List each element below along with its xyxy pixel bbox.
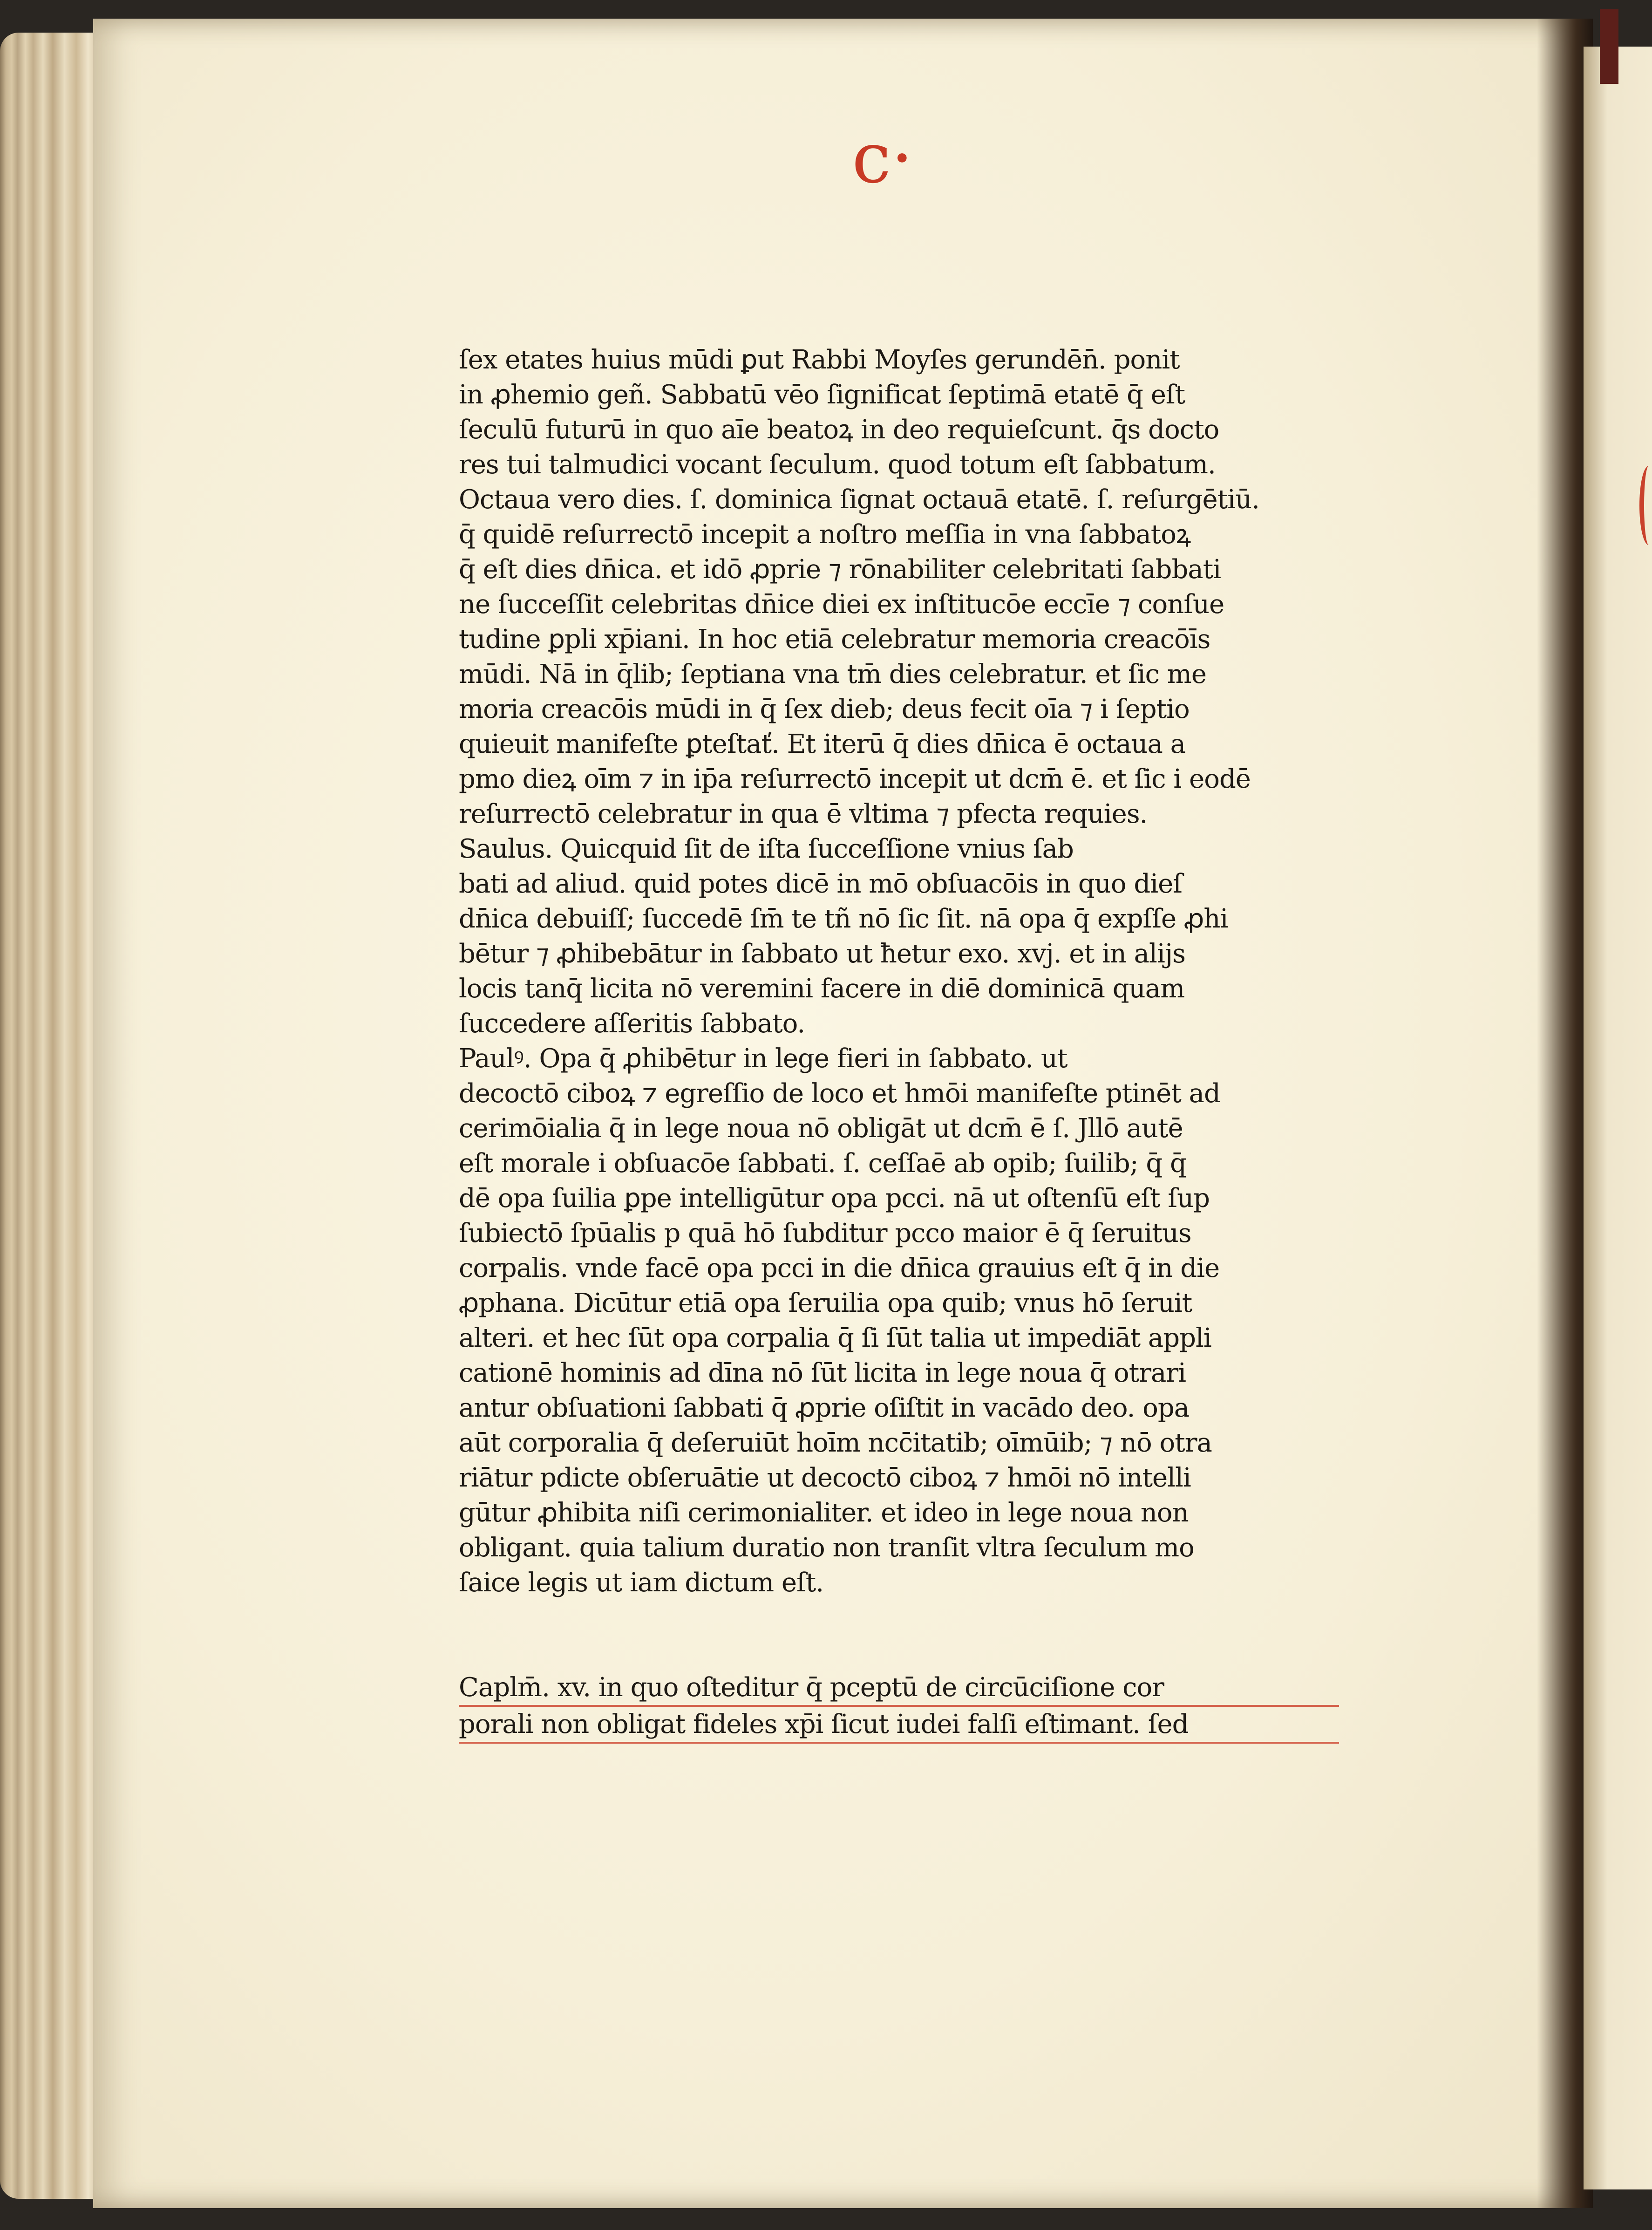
text-line: mūdi. Nā in q̄lib; ſeptiana vna tm̄ dies celebratur. et ſic me [459,659,1207,689]
text-line: locis tanq̄ licita nō veremini facere in diē dominicā quam [459,974,1185,1004]
text-line: dē opa ſuilia ꝑpe intelligūtur opa pcci. nā ut oſtenſū eſt ſup [459,1183,1210,1214]
speaker-line: Saulus. Quicquid ſit de iſta ſucceſſione vnius ſab [459,834,1074,864]
text-line: pmo dieꝝ oīm ⁊ in ip̄a reſurrectō incepit ut dcm̄ ē. et ſic i eodē [459,764,1251,794]
text-line: antur obſuationi ſabbati q̄ ꝓprie oſiſtit in vacādo deo. opa [459,1393,1190,1423]
text-line: quieuit manifeſte ꝑteſtať. Et iterū q̄ dies dn̄ica ē octaua a [459,729,1186,759]
text-line: in ꝓhemio geñ. Sabbatū vēo ſignificat ſeptimā etatē q̄ eſt [459,380,1185,410]
text-line: ꝓphana. Dicūtur etiā opa ſeruilia opa quib; vnus hō ſeruit [459,1288,1192,1318]
text-line: ſex etates huius mūdi ꝑut Rabbi Moyſes gerundēn̄. ponit [459,345,1180,375]
text-line: dn̄ica debuiſſ; ſuccedē ſm̄ te tñ nō ſic ſit. nā opa q̄ expſſe ꝓhi [459,904,1228,934]
recto-page-edge [1584,47,1652,2189]
chapter-heading-line: porali non obligat fideles xp̄i ſicut iudei falſi eſtimant. ſed [459,1707,1339,1744]
text-line: cationē hominis ad dīna nō ſūt licita in lege noua q̄ otrari [459,1358,1186,1388]
text-column [459,342,1339,1744]
text-line: ſeculū futurū in quo aīe beatoꝝ in deo requieſcunt. q̄s docto [459,415,1219,445]
text-line: q̄ quidē reſurrectō incepit a noſtro meſſia in vna ſabbatoꝝ [459,519,1191,550]
left-page-edges [0,33,98,2199]
text-line: decoctō ciboꝝ ⁊ egreſſio de loco et hmōi manifeſte ptinēt ad [459,1078,1220,1109]
chapter-heading-line: Caplm̄. xv. in quo oſteditur q̄ pceptū de circūciſione cor [459,1670,1339,1707]
text-line: ſubiectō ſpūalis p quā hō ſubditur pcco maior ē q̄ ſeruitus [459,1218,1191,1248]
text-line: res tui talmudici vocant ſeculum. quod totum eſt ſabbatum. [459,450,1216,480]
text-line: gūtur ꝓhibita niſi cerimonialiter. et ideo in lege noua non [459,1498,1189,1528]
text-line: Octaua vero dies. ſ. dominica ſignat octauā etatē. ſ. reſurgētiū. [459,484,1259,515]
speaker-line: Paulꝰ. Opa q̄ ꝓhibētur in lege fieri in ſabbato. ut [459,1043,1067,1074]
text-line: moria creacōis mūdi in q̄ ſex dieb; deus fecit oīa ⁊ i ſeptio [459,694,1190,724]
folio-mark: ⅽ· [852,118,913,199]
text-line: ſuccedere aſſeritis ſabbato. [459,1009,805,1039]
text-line: aūt corporalia q̄ deſeruiūt hoīm ncc̄itatib; oīmūib; ⁊ nō otra [459,1428,1212,1458]
text-line: corpalis. vnde facē opa pcci in die dn̄ica grauius eſt q̄ in die [459,1253,1220,1283]
bookmark-ribbon [1600,9,1618,84]
blank-line [459,1600,1339,1670]
text-line: ne ſucceſſit celebritas dn̄ice diei ex inſtitucōe eccīe ⁊ conſue [459,589,1224,620]
text-line: obligant. quia talium duratio non tranſit vltra ſeculum mo [459,1533,1194,1563]
text-line: q̄ eſt dies dn̄ica. et idō ꝓprie ⁊ rōnabiliter celebritati ſabbati [459,554,1221,585]
text-line: cerimōialia q̄ in lege noua nō obligāt ut dcm̄ ē ſ. Jllō autē [459,1113,1183,1144]
text-line: riātur pdicte obſeruātie ut decoctō ciboꝝ ⁊ hmōi nō intelli [459,1463,1191,1493]
text-line: bati ad aliud. quid potes dicē in mō obſuacōis in quo dieſ [459,869,1182,899]
text-line: alteri. et hec ſūt opa corpalia q̄ ſi ſūt talia ut impediāt appli [459,1323,1211,1353]
text-line: eſt morale i obſuacōe ſabbati. ſ. ceſſaē ab opib; ſuilib; q̄ q̄ [459,1148,1186,1179]
text-line: bētur ⁊ ꝓhibebātur in ſabbato ut ħetur exo. xvj. et in alijs [459,939,1185,969]
text-line: tudine ꝑpli xp̄iani. In hoc etiā celebratur memoria creacōīs [459,624,1210,655]
text-line: ſaice legis ut iam dictum eſt. [459,1568,824,1598]
text-line: reſurrectō celebratur in qua ē vltima ⁊ pfecta requies. [459,799,1148,829]
